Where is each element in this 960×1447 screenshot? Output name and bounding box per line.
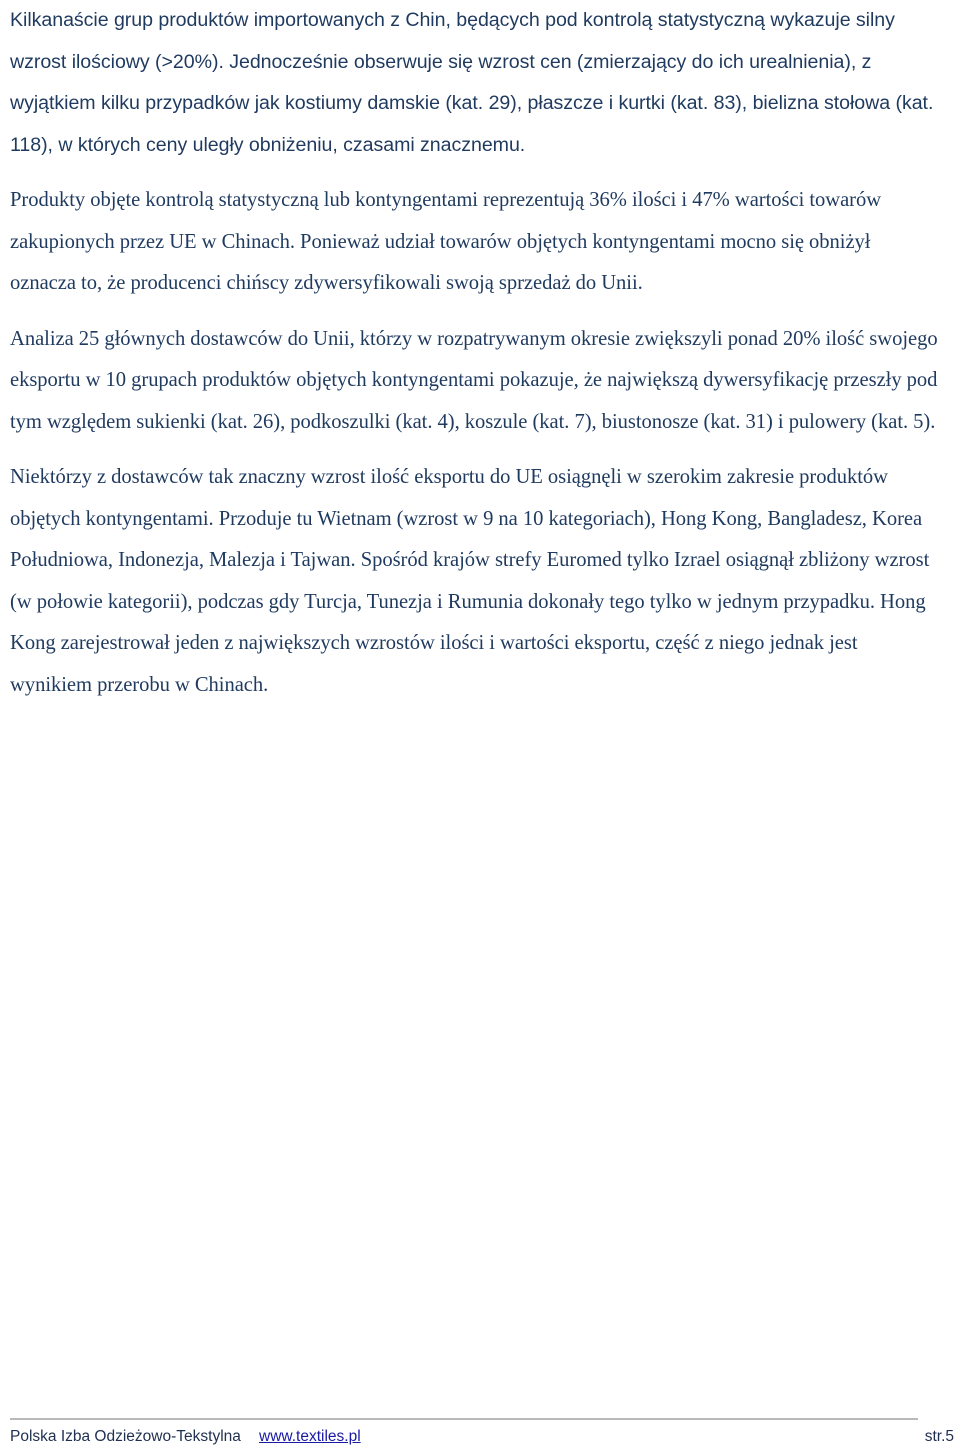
- paragraph-quota-share: Produkty objęte kontrolą statystyczną lub kontyngentami reprezentują 36% ilości i 47% wartości towarów zakupionych przez UE w Chinach. Ponieważ udział towarów objętych kontyngentami mocno się obniżył oznacza to, że producenci chińscy zdywersyfikowali swoją sprzedaż do Unii.: [10, 189, 882, 294]
- footer-organization: Polska Izba Odzieżowo-Tekstylna: [10, 1428, 241, 1445]
- paragraph-supplier-diversification: Niektórzy z dostawców tak znaczny wzrost ilość eksportu do UE osiągnęli w szerokim zakresie produktów objętych kontyngentami. Przoduje tu Wietnam (wzrost w 9 na 10 kategoriach), Hong Kong, Bangladesz, Korea Południowa, Indonezja, Malezja i Tajwan. Spośród krajów strefy Euromed tylko Izrael osiągnął zbliżony wzrost (w połowie kategorii), podczas gdy Turcja, Tunezja i Rumunia dokonały tego tylko w jednym przypadku. Hong Kong zarejestrował jeden z największych wzrostów ilości i wartości eksportu, część z niego jednak jest wynikiem przerobu w Chinach.: [10, 466, 930, 696]
- page-number: str.5: [924, 1428, 954, 1445]
- document-body: [10, 0, 940, 720]
- footer-divider: [10, 1418, 918, 1420]
- page-footer: [10, 1428, 954, 1446]
- paragraph-supplier-analysis: Analiza 25 głównych dostawców do Unii, którzy w rozpatrywanym okresie zwiększyli ponad 20% ilość swojego eksportu w 10 grupach produktów objętych kontyngentami pokazuje, że największą dywersyfikację przeszły pod tym względem sukienki (kat. 26), podkoszulki (kat. 4), koszule (kat. 7), biustonosze (kat. 31) i pulowery (kat. 5).: [10, 327, 938, 433]
- paragraph-chinese-imports-growth: Kilkanaście grup produktów importowanych z Chin, będących pod kontrolą statystyczną wykazuje silny wzrost ilościowy (>20%). Jednocześnie obserwuje się wzrost cen (zmierzający do ich urealnienia), z wyjątkiem kilku przypadków jak kostiumy damskie (kat. 29), płaszcze i kurtki (kat. 83), bielizna stołowa (kat. 118), w których ceny uległy obniżeniu, czasami znacznemu.: [10, 9, 934, 156]
- footer-website-link[interactable]: www.textiles.pl: [259, 1428, 361, 1445]
